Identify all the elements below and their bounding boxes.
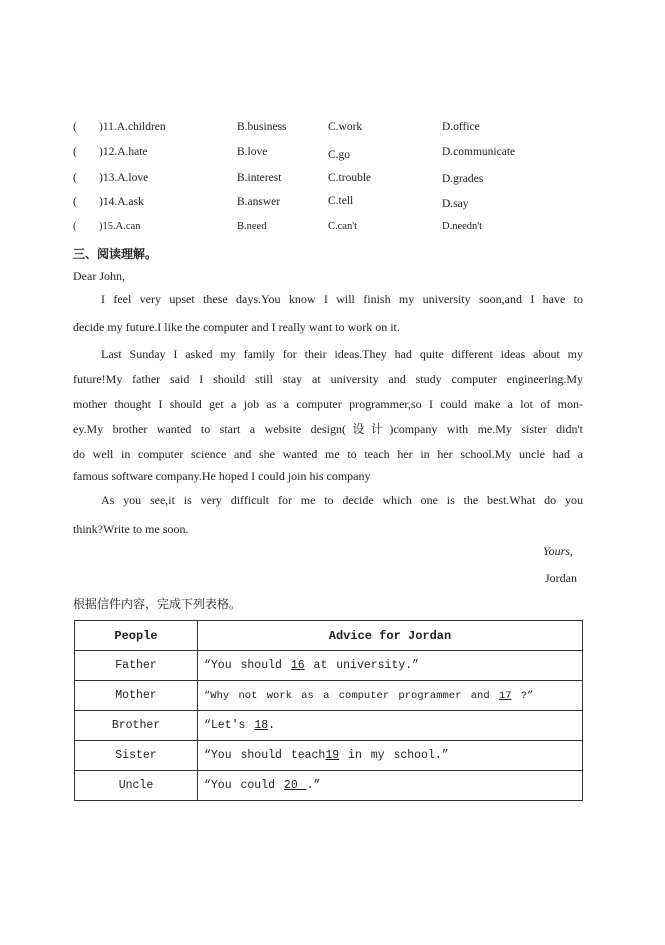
- letter-line: famous software company.He hoped I could join his company: [73, 469, 371, 483]
- column-header-advice: Advice for Jordan: [198, 621, 583, 651]
- letter-line: do well in computer science and she wanted me to teach her in her school.My uncle had a: [73, 447, 583, 461]
- person-cell: Sister: [75, 741, 198, 771]
- answer-paren[interactable]: (: [73, 121, 77, 133]
- letter-signature: Jordan: [545, 571, 577, 585]
- option-b: B.need: [237, 221, 267, 232]
- answer-blank[interactable]: 18: [254, 719, 269, 732]
- answer-blank[interactable]: 20: [283, 779, 307, 792]
- letter-line: ey.My brother wanted to start a website design(设计)company with me.My sister didn't: [73, 422, 583, 436]
- letter-paragraph-2: [73, 342, 583, 489]
- option-c: C.work: [328, 121, 363, 133]
- answer-blank[interactable]: 16: [290, 659, 305, 672]
- person-cell: Uncle: [75, 771, 198, 801]
- option-d: D.grades: [442, 173, 484, 185]
- advice-text: “You could: [204, 779, 284, 792]
- advice-cell: [198, 741, 583, 771]
- advice-cell: [198, 771, 583, 801]
- question-stem: )12.A.hate: [99, 146, 148, 158]
- option-c: C.go: [328, 149, 351, 161]
- question-stem: )15.A.can: [99, 221, 141, 232]
- question-stem: )14.A.ask: [99, 196, 144, 208]
- advice-text: “Let's: [204, 719, 255, 732]
- answer-paren[interactable]: (: [73, 196, 77, 208]
- advice-text: in my school.”: [339, 749, 449, 762]
- option-b: B.business: [237, 121, 287, 133]
- table-row: [75, 681, 583, 711]
- advice-text: ?”: [511, 689, 534, 702]
- option-c: C.tell: [328, 195, 354, 207]
- advice-cell: [198, 651, 583, 681]
- letter-paragraph-1: [73, 287, 583, 340]
- answer-blank[interactable]: 19: [325, 749, 340, 762]
- letter-paragraph-3: [73, 488, 583, 542]
- advice-text: .: [268, 719, 276, 732]
- person-cell: Mother: [75, 681, 198, 711]
- table-header-row: [75, 621, 583, 651]
- letter-closing: Yours,: [543, 544, 573, 558]
- option-c: C.trouble: [328, 172, 372, 184]
- question-stem: )11.A.children: [99, 121, 166, 133]
- letter-line: I feel very upset these days.You know I will finish my university soon,and I have to: [101, 292, 583, 306]
- option-b: B.answer: [237, 196, 281, 208]
- option-c: C.can't: [328, 221, 358, 232]
- person-cell: Father: [75, 651, 198, 681]
- section-heading: 三、阅读理解。: [73, 247, 158, 261]
- answer-blank[interactable]: 17: [498, 689, 512, 702]
- answer-paren[interactable]: (: [73, 172, 77, 184]
- letter-line: future!My father said I should still stay at university and study computer engineering.My: [73, 372, 583, 386]
- letter-line: As you see,it is very difficult for me to decide which one is the best.What do you: [101, 493, 583, 507]
- letter-line: mother thought I should get a job as a computer programmer,so I could make a lot of mon-: [73, 397, 583, 411]
- letter-greeting: Dear John,: [73, 269, 125, 283]
- task-instruction: 根据信件内容，完成下列表格。: [73, 597, 242, 611]
- option-d: D.office: [442, 121, 480, 133]
- option-b: B.love: [237, 146, 268, 158]
- person-cell: Brother: [75, 711, 198, 741]
- table-row: [75, 711, 583, 741]
- letter-line: Last Sunday I asked my family for their ideas.They had quite different ideas about my: [101, 347, 583, 361]
- question-stem: )13.A.love: [99, 172, 149, 184]
- advice-text: .”: [306, 779, 321, 792]
- option-d: D.communicate: [442, 146, 516, 158]
- advice-text: “You should: [204, 659, 291, 672]
- letter-line: think?Write to me soon.: [73, 522, 189, 536]
- option-b: B.interest: [237, 172, 282, 184]
- letter-line: decide my future.I like the computer and I really want to work on it.: [73, 320, 400, 334]
- table-row: [75, 741, 583, 771]
- advice-text: “You should teach: [204, 749, 326, 762]
- advice-table: [74, 620, 583, 801]
- advice-text: at university.”: [304, 659, 420, 672]
- advice-cell: [198, 711, 583, 741]
- answer-paren[interactable]: (: [73, 146, 77, 158]
- answer-paren[interactable]: (: [73, 221, 77, 232]
- table-row: [75, 651, 583, 681]
- advice-text: “Why not work as a computer programmer and: [204, 689, 499, 702]
- option-d: D.say: [442, 198, 469, 210]
- table-row: [75, 771, 583, 801]
- column-header-people: People: [75, 621, 198, 651]
- option-d: D.needn't: [442, 221, 483, 232]
- advice-cell: [198, 681, 583, 711]
